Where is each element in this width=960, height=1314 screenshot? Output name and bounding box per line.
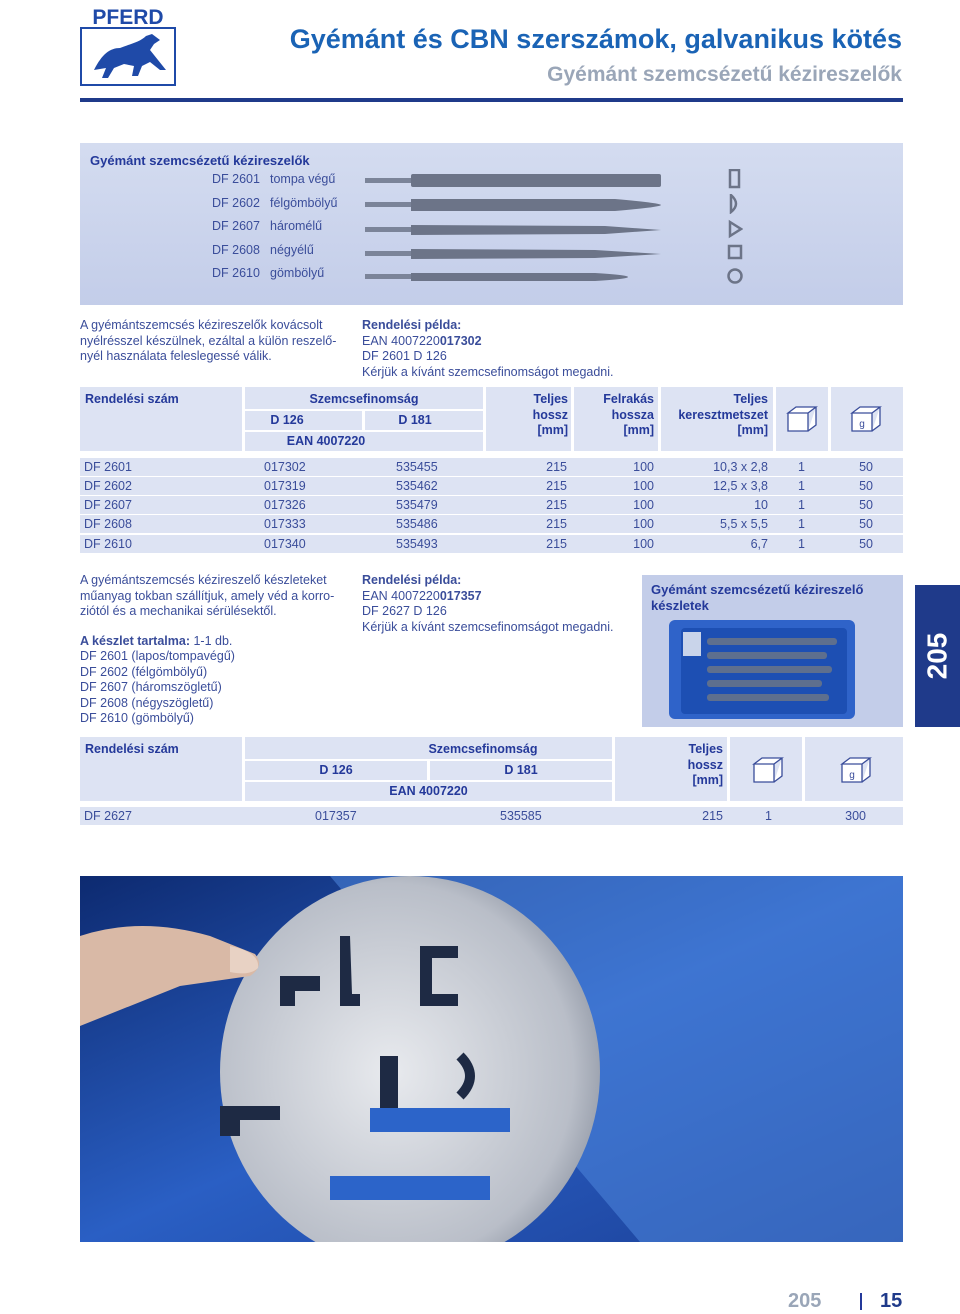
intro-line: nyélrésszel készülnek, ezáltal a külön reszelő-	[80, 333, 337, 348]
table-row: DF 2601 017302 535455 215 100 10,3 x 2,8 1 50	[80, 458, 903, 476]
order-example-label: Rendelési példa:	[362, 318, 462, 332]
set-contents: A készlet tartalma: 1-1 db.	[80, 633, 233, 648]
product-name: négyélű	[270, 243, 314, 257]
intro-line: A gyémántszemcsés kézireszelők kovácsolt	[80, 318, 323, 332]
col-ean: EAN 4007220	[389, 784, 468, 798]
set-item: DF 2602 (félgömbölyű)	[80, 664, 208, 679]
triangle-profile-icon	[727, 219, 743, 239]
file-image-half-round	[365, 195, 665, 215]
col-d181: D 181	[504, 763, 538, 777]
order-example-line: Kérjük a kívánt szemcsefinomságot megadni.	[362, 364, 614, 379]
product-item	[212, 219, 322, 233]
footer-divider	[860, 1293, 862, 1310]
header-rule	[80, 98, 903, 102]
order-example-ean: EAN 4007220017302	[362, 333, 482, 348]
product-name: háromélű	[270, 219, 323, 233]
set-item: DF 2607 (háromszögletű)	[80, 680, 222, 694]
product-code: DF 2607	[212, 219, 260, 233]
product-name: gömbölyű	[270, 266, 325, 280]
col-cross-section: Teljes keresztmetszet [mm]	[678, 392, 768, 437]
weight-package-icon	[840, 756, 872, 784]
package-icon	[752, 756, 784, 784]
set-description: A gyémántszemcsés kézireszelő készleteket műanyag tokban szállítjuk, amely véd a korro- ziótól és a mechanikai sérülésektől. A készlet tartalma: 1-1 db. DF 2601 (lapos/tompavégű) DF 2602 (félgömbölyű) DF 2607 (háromszögletű) DF 2608 (négyszögletű) DF 2610 (gömbölyű)	[80, 573, 335, 725]
package-icon	[786, 405, 818, 433]
table-row: DF 2608 017333 535486 215 100 5,5 x 5,5 1 50	[80, 515, 903, 533]
col-d126: D 126	[319, 763, 353, 777]
set-case-image	[667, 618, 857, 721]
col-d181: D 181	[398, 413, 432, 427]
col-cut-length: Felrakás hossza [mm]	[603, 392, 654, 437]
intro-text	[80, 318, 336, 365]
flat-profile-icon	[727, 169, 743, 189]
pferd-logo	[80, 4, 176, 86]
product-item	[212, 196, 337, 210]
order-example-line: DF 2627 D 126	[362, 604, 447, 618]
file-image-square	[365, 244, 665, 264]
col-grit: Szemcsefinomság	[309, 392, 419, 406]
product-panel	[80, 143, 903, 305]
order-example-line: DF 2601 D 126	[362, 349, 447, 363]
col-total-length: Teljes hossz [mm]	[532, 392, 568, 437]
order-example-line: Kérjük a kívánt szemcsefinomságot megadni.	[362, 619, 614, 634]
set-item: DF 2601 (lapos/tompavégű)	[80, 649, 235, 663]
brand-text: PFERD	[92, 6, 164, 29]
col-ean: EAN 4007220	[286, 434, 366, 448]
col-d126: D 126	[270, 413, 304, 427]
footer-section-number: 205	[788, 1290, 822, 1312]
product-code: DF 2608	[212, 243, 260, 257]
file-image-flat	[365, 171, 665, 191]
product-item	[212, 172, 335, 186]
footer-page-number: 15	[880, 1290, 903, 1312]
product-name: félgömbölyű	[270, 196, 338, 210]
col-order-no: Rendelési szám	[85, 742, 179, 756]
set-product-box	[642, 575, 903, 727]
page-title: Gyémánt és CBN szerszámok, galvanikus kötés	[289, 24, 902, 54]
section-number: 205	[921, 632, 953, 680]
col-grit: Szemcsefinomság	[428, 742, 538, 756]
set-item: DF 2608 (négyszögletű)	[80, 695, 214, 710]
set-item: DF 2610 (gömbölyű)	[80, 711, 194, 725]
product-name: tompa végű	[270, 172, 336, 186]
svg-text:g: g	[849, 770, 855, 781]
order-example-1	[362, 318, 614, 380]
order-example-2	[362, 573, 614, 635]
col-total-length: Teljes hossz [mm]	[687, 742, 723, 787]
intro-line: nyél használata feleslegessé válik.	[80, 349, 272, 363]
application-photo	[80, 876, 903, 1242]
half-round-profile-icon	[727, 194, 743, 214]
round-profile-icon	[727, 266, 743, 286]
product-item	[212, 266, 324, 280]
file-image-round	[365, 267, 665, 287]
col-order-no: Rendelési szám	[85, 392, 179, 406]
product-code: DF 2601	[212, 172, 260, 186]
product-item	[212, 243, 314, 257]
order-example-label: Rendelési példa:	[362, 573, 462, 587]
weight-package-icon	[850, 405, 882, 433]
svg-text:g: g	[859, 419, 865, 430]
panel-title: Gyémánt szemcsézetű kézireszelők	[90, 153, 310, 168]
product-code: DF 2602	[212, 196, 260, 210]
product-code: DF 2610	[212, 266, 260, 280]
table-row: DF 2607 017326 535479 215 100 10 1 50	[80, 496, 903, 514]
set-box-title: Gyémánt szemcsézetű kézireszelő készletek	[651, 582, 864, 613]
table-row: DF 2627 017357 535585 215 1 300	[80, 807, 903, 825]
order-example-ean: EAN 4007220017357	[362, 588, 482, 603]
page-subtitle: Gyémánt szemcsézetű kézireszelők	[547, 63, 902, 86]
table-row: DF 2602 017319 535462 215 100 12,5 x 3,8 1 50	[80, 477, 903, 495]
table-row: DF 2610 017340 535493 215 100 6,7 1 50	[80, 535, 903, 553]
square-profile-icon	[727, 243, 743, 263]
file-image-triangular	[365, 220, 665, 240]
